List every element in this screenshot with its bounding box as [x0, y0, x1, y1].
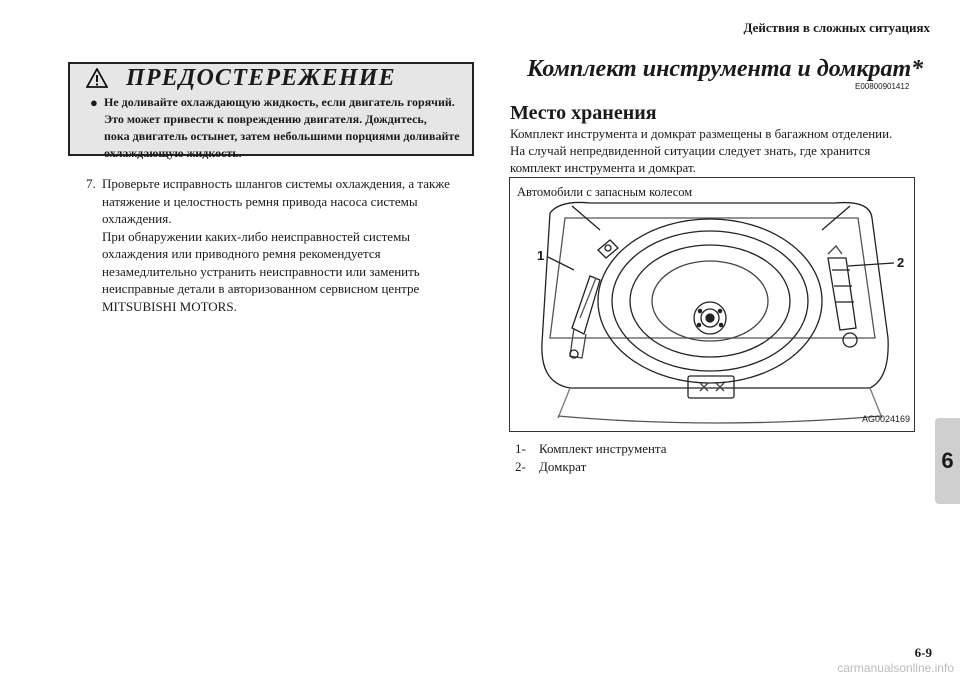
step-number: 7.: [86, 176, 96, 191]
step-line: натяжение и целостность ремня привода насоса системы: [102, 193, 418, 209]
step-line: охлаждения.: [102, 211, 172, 226]
subsection-title: Место хранения: [510, 102, 657, 124]
callout-2: 2: [897, 255, 905, 270]
storage-text: [510, 125, 920, 176]
section-title: Комплект инструмента и домкрат*: [527, 56, 924, 82]
chapter-tab: 6: [935, 418, 960, 504]
trunk-illustration: [510, 178, 914, 431]
warning-line: пока двигатель остынет, затем небольшими порциями доливайте: [104, 129, 460, 143]
warning-line: Это может привести к повреждению двигателя. Дождитесь,: [104, 112, 427, 126]
figure-caption: Автомобили с запасным колесом: [517, 185, 693, 199]
storage-line: комплект инструмента и домкрат.: [510, 160, 696, 175]
step-7: [86, 175, 476, 315]
storage-line: Комплект инструмента и домкрат размещены в багажном отделении.: [510, 126, 893, 141]
page-number: 6-9: [914, 645, 932, 660]
callout-1: 1: [537, 248, 545, 263]
storage-line: На случай непредвиденной ситуации следует знать, где хранится: [510, 143, 871, 158]
warning-triangle-icon: [86, 68, 108, 88]
legend-item: [515, 440, 667, 458]
figure-code: AG0024169: [862, 414, 911, 424]
running-header: Действия в сложных ситуациях: [743, 20, 930, 35]
legend-text: Домкрат: [539, 459, 587, 474]
step-line: При обнаружении каких-либо неисправностей системы: [102, 228, 411, 244]
legend-text: Комплект инструмента: [539, 441, 667, 456]
step-line: MITSUBISHI MOTORS.: [102, 298, 237, 314]
step-line: неисправные детали в авторизованном сервисном центре: [102, 281, 420, 296]
step-line: незамедлительно устранить неисправности или заменить: [102, 263, 420, 279]
warning-header: [84, 64, 464, 92]
section-code: E00800901412: [855, 82, 910, 91]
step-line: охлаждения или приводного ремня рекомендуется: [102, 246, 381, 261]
legend-item: [515, 458, 667, 476]
warning-text: [90, 94, 470, 162]
legend-number: 2-: [515, 459, 526, 474]
figure-legend: [515, 440, 667, 476]
warning-line: охлаждающую жидкость.: [104, 146, 242, 160]
legend-number: 1-: [515, 441, 526, 456]
warning-line: Не доливайте охлаждающую жидкость, если двигатель горячий.: [104, 95, 455, 109]
watermark: carmanualsonline.info: [837, 661, 954, 675]
warning-box: [68, 62, 474, 160]
warning-title: ПРЕДОСТЕРЕЖЕНИЕ: [126, 64, 396, 91]
bullet-icon: ●: [90, 95, 98, 110]
step-line: Проверьте исправность шлангов системы охлаждения, а также: [102, 176, 450, 191]
